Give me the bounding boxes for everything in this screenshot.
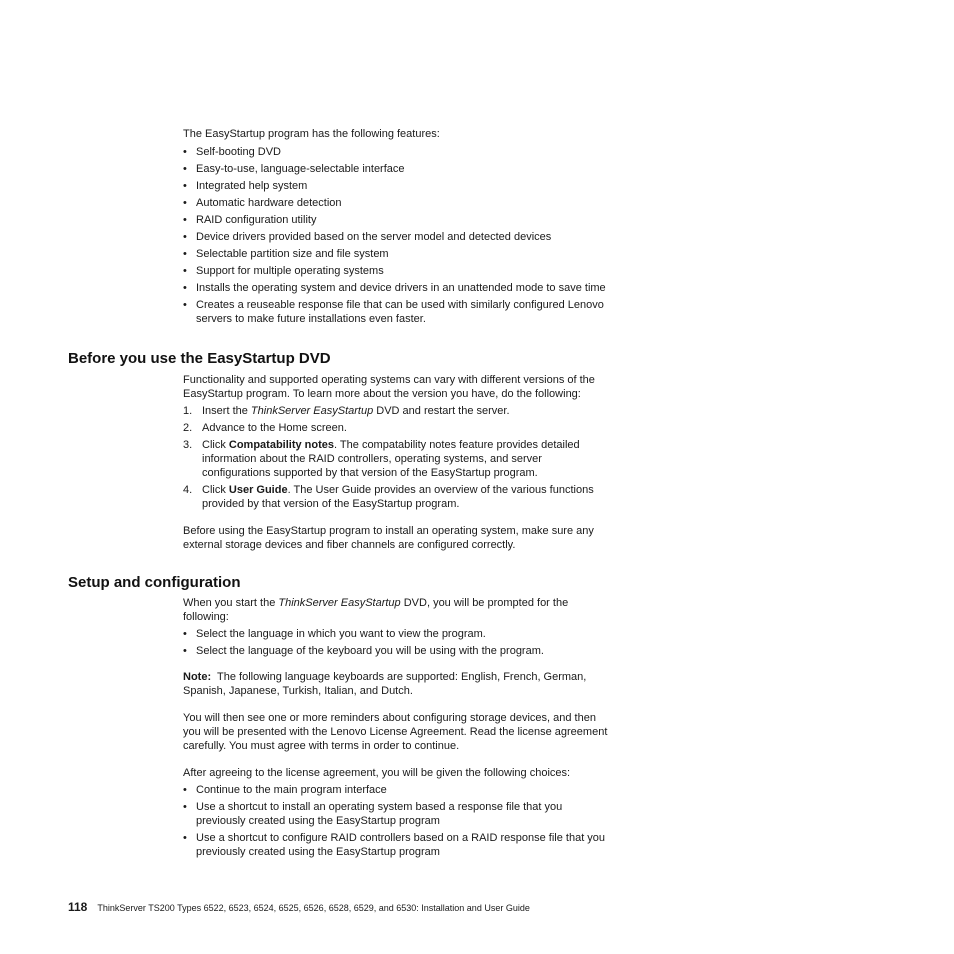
list-item xyxy=(183,421,608,435)
prompts-list xyxy=(183,627,608,658)
choices-paragraph: After agreeing to the license agreement, you will be given the following choices: xyxy=(183,767,571,779)
section-heading-setup: Setup and configuration xyxy=(68,574,241,591)
list-item: • Support for multiple operating systems xyxy=(183,264,608,278)
section1-paragraph-2: Before using the EasyStartup program to install an operating system, make sure any external storage devices and fiber channels are configured correctly. xyxy=(183,525,594,551)
features-list xyxy=(183,145,608,326)
note-paragraph xyxy=(183,670,608,698)
step-number: 2. xyxy=(183,422,193,434)
choices-list xyxy=(183,783,608,859)
list-item: • Select the language in which you want to view the program. xyxy=(183,627,608,641)
step-text: Insert the xyxy=(202,405,251,417)
list-item: • Selectable partition size and file system xyxy=(183,247,608,261)
step-number: 3. xyxy=(183,439,193,451)
list-item: • Creates a reuseable response file that can be used with similarly configured Lenovo servers to make future installations even faster. xyxy=(183,298,608,326)
step-text: . The compatability notes feature provides detailed information about the RAID controllers, operating systems, and server configurations supported by that version of the EasyStartup program. xyxy=(202,439,580,479)
list-item xyxy=(183,483,608,511)
list-item: • Integrated help system xyxy=(183,179,608,193)
list-item: • Use a shortcut to install an operating system based a response file that you previously created using the EasyStartup program xyxy=(183,800,608,828)
intro-text: DVD, you will be prompted for the following: xyxy=(183,597,569,623)
list-item xyxy=(183,404,608,418)
intro-emphasis: ThinkServer EasyStartup xyxy=(278,597,401,609)
list-item: • Continue to the main program interface xyxy=(183,783,608,797)
reminders-paragraph: You will then see one or more reminders about configuring storage devices, and then you will be presented with the Lenovo License Agreement. Read the license agreement carefully. You must agree with terms in order to continue. xyxy=(183,712,608,752)
step-text: Advance to the Home screen. xyxy=(202,422,347,434)
step-bold: User Guide xyxy=(228,484,288,496)
note-label: Note: xyxy=(183,671,212,683)
list-item: • Easy-to-use, language-selectable interface xyxy=(183,162,608,176)
note-text: The following language keyboards are supported: English, French, German, Spanish, Japanese, Turkish, Italian, and Dutch. xyxy=(183,671,587,697)
page-number: 118 xyxy=(68,900,88,914)
list-item: • Device drivers provided based on the server model and detected devices xyxy=(183,230,608,244)
intro-block xyxy=(183,127,608,329)
page-footer xyxy=(68,900,530,915)
section2-intro xyxy=(183,596,608,624)
list-item: • Select the language of the keyboard you will be using with the program. xyxy=(183,644,608,658)
step-bold: Compatability notes xyxy=(228,439,335,451)
intro-text: The EasyStartup program has the following features: xyxy=(183,128,440,140)
list-item: • RAID configuration utility xyxy=(183,213,608,227)
section1-paragraph: Functionality and supported operating systems can vary with different versions of the EasyStartup program. To learn more about the version you have, do the following: xyxy=(183,374,595,400)
list-item: • Self-booting DVD xyxy=(183,145,608,159)
list-item xyxy=(183,438,608,480)
list-item: • Installs the operating system and device drivers in an unattended mode to save time xyxy=(183,281,608,295)
steps-list xyxy=(183,404,608,511)
section1-body xyxy=(183,373,608,552)
step-number: 1. xyxy=(183,405,193,417)
step-text: Click xyxy=(202,439,229,451)
section-heading-before-you-use: Before you use the EasyStartup DVD xyxy=(68,350,331,367)
step-number: 4. xyxy=(183,484,193,496)
list-item: • Use a shortcut to configure RAID controllers based on a RAID response file that you previously created using the EasyStartup program xyxy=(183,831,608,859)
intro-text: When you start the xyxy=(183,597,279,609)
step-text: Click xyxy=(202,484,229,496)
section2-body xyxy=(183,596,608,862)
list-item: • Automatic hardware detection xyxy=(183,196,608,210)
step-text: . The User Guide provides an overview of the various functions provided by that version of the EasyStartup program. xyxy=(202,484,594,510)
step-text: DVD and restart the server. xyxy=(373,405,510,417)
footer-title: ThinkServer TS200 Types 6522, 6523, 6524, 6525, 6526, 6528, 6529, and 6530: Installation and User Guide xyxy=(97,903,530,913)
step-emphasis: ThinkServer EasyStartup xyxy=(250,405,374,417)
